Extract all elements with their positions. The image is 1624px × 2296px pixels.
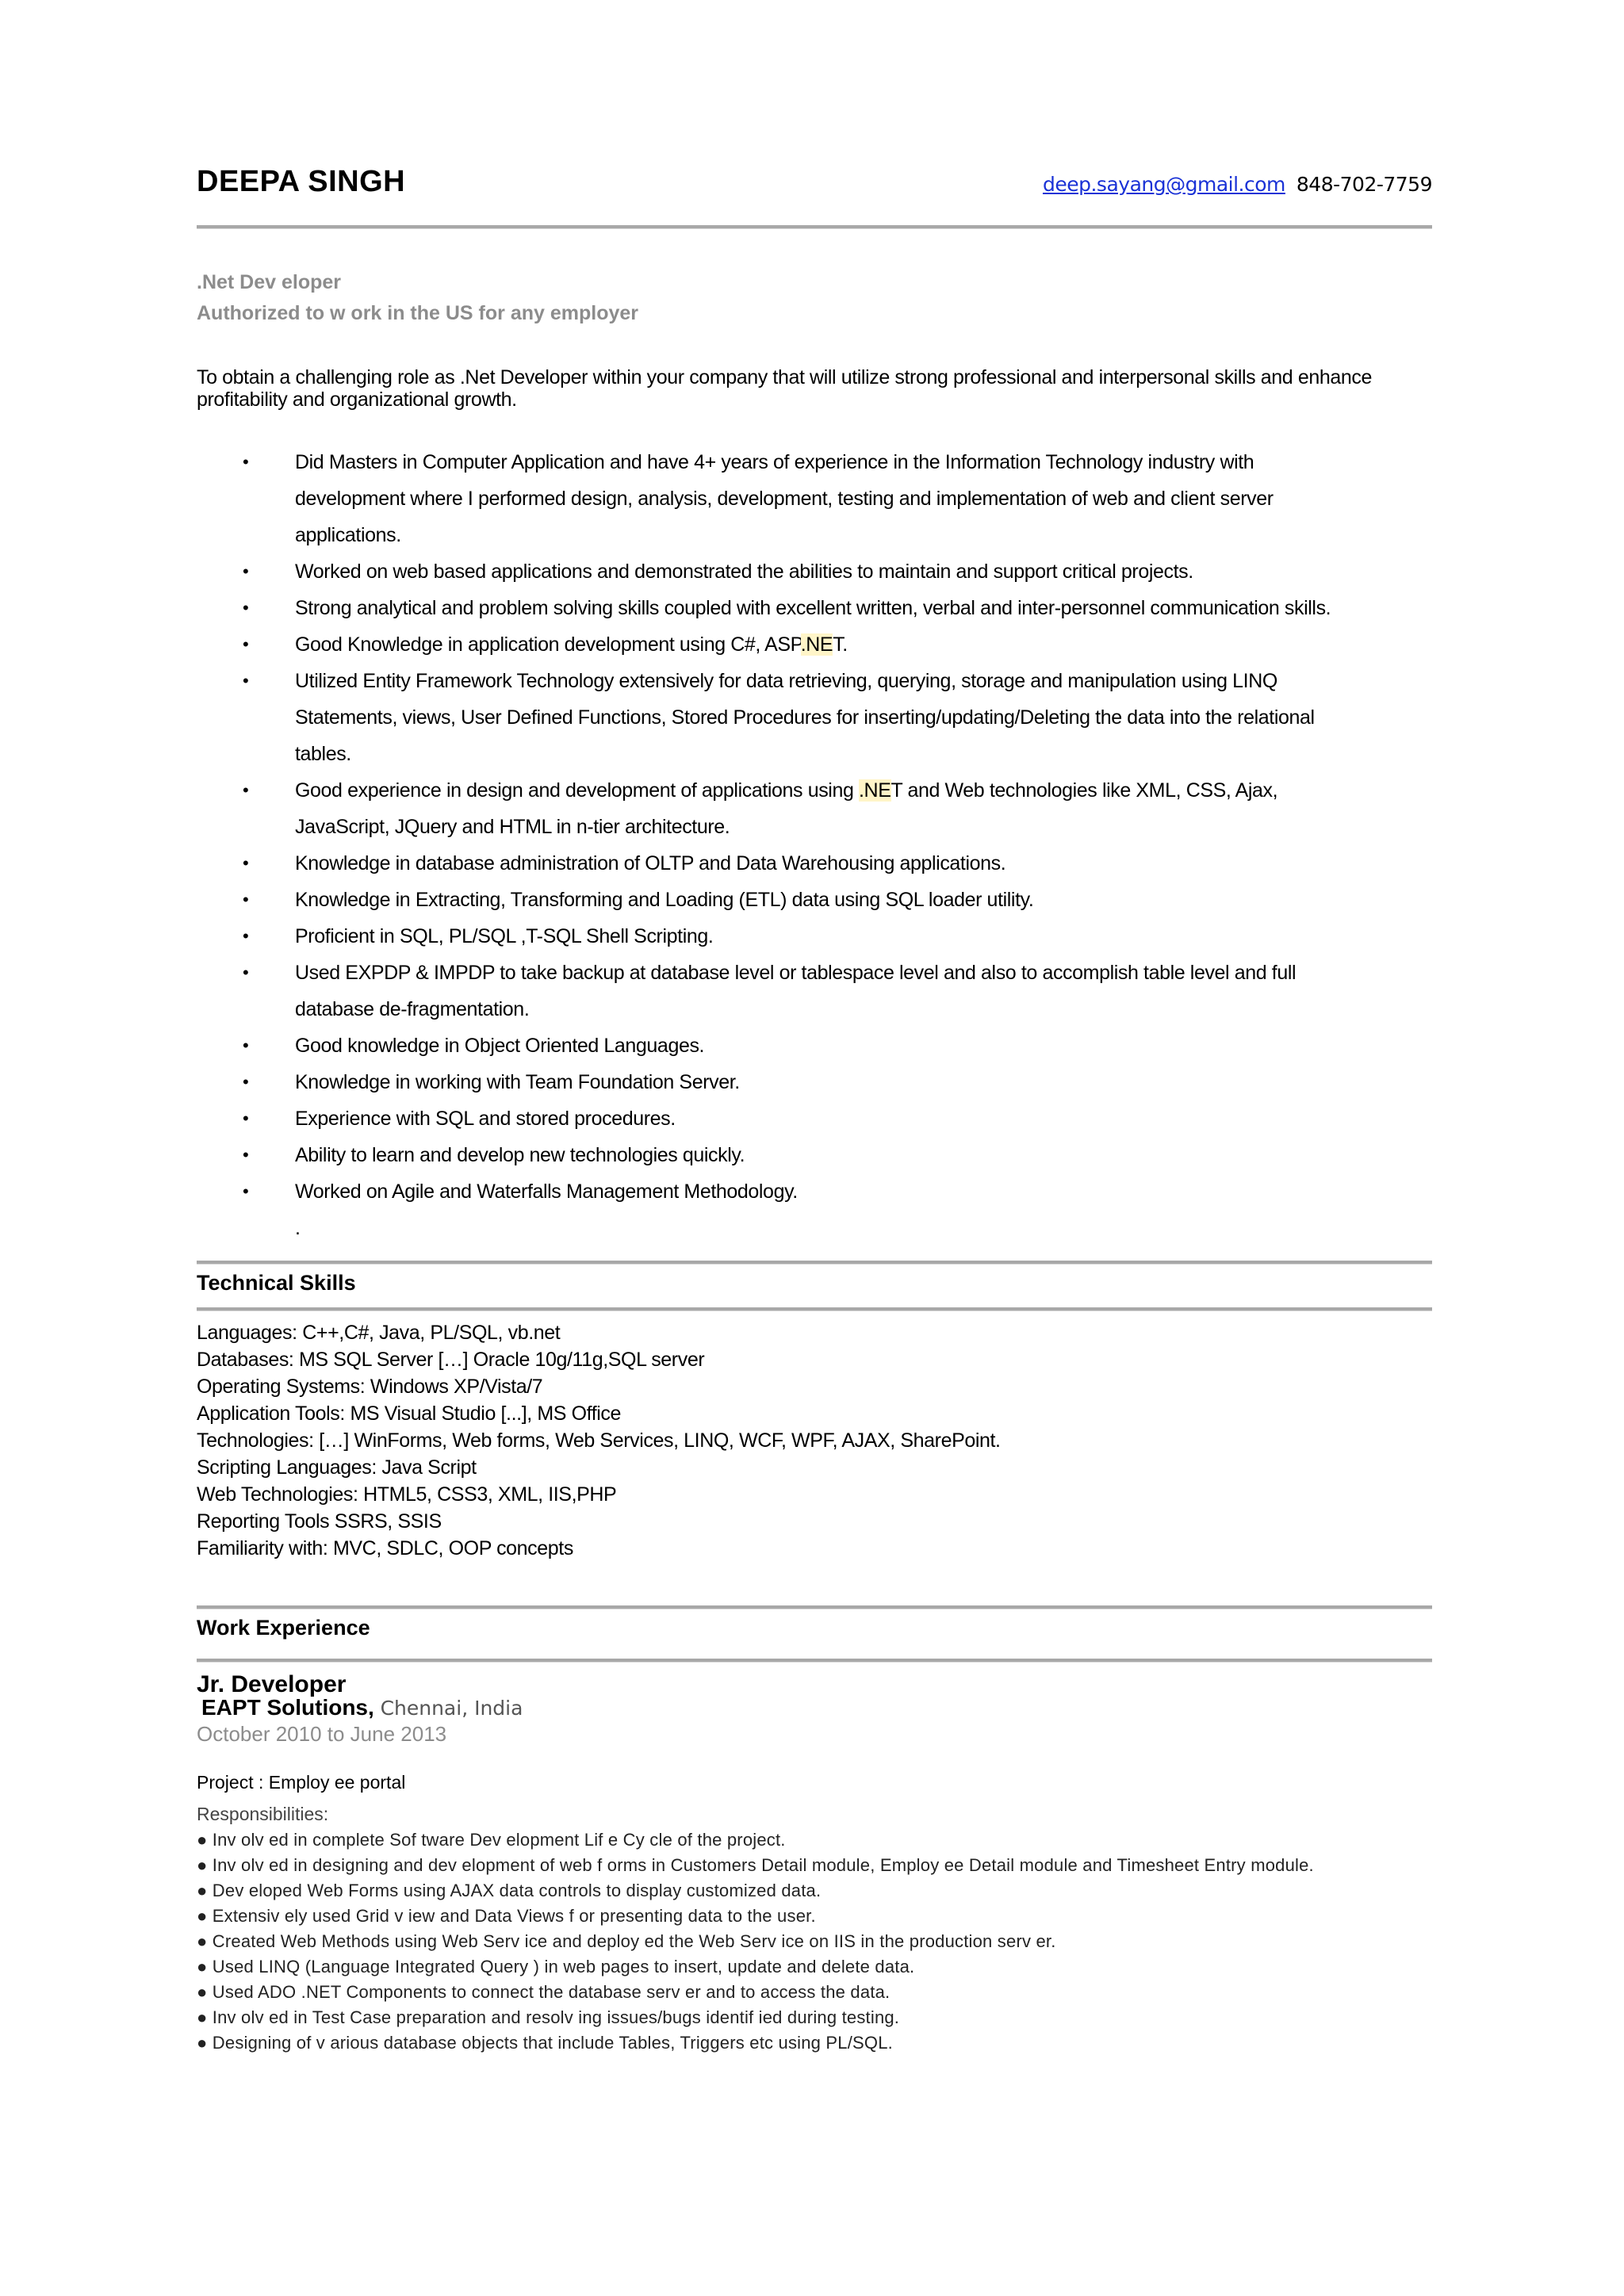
list-item: • Knowledge in working with Team Foundation Server. [239,1064,1429,1100]
skill-line: Web Technologies: HTML5, CSS3, XML, IIS,PHP [197,1483,617,1506]
section-divider [197,1307,1432,1311]
list-item-continuation: . [295,1217,301,1239]
work-experience-heading: Work Experience [197,1616,370,1640]
project-name: Project : Employ ee portal [197,1772,406,1793]
technical-skills-list [197,1319,1001,1562]
bullet-icon: • [243,926,249,946]
bullet-icon: • [243,1181,249,1201]
list-item: • Ability to learn and develop new technologies quickly. [239,1137,1429,1173]
list-item-continuation: Statements, views, User Defined Functions, Stored Procedures for inserting/updating/Deleting the data into the relational [295,706,1315,729]
summary-list [239,444,1429,1246]
responsibilities-list [197,1827,1314,2056]
bullet-icon: • [243,853,249,873]
list-item: • Proficient in SQL, PL/SQL ,T-SQL Shell Scripting. [239,918,1429,955]
bullet-icon: • [243,598,249,618]
responsibility-item: ● Used LINQ (Language Integrated Query ) in web pages to insert, update and delete data. [197,1957,915,1976]
skill-line: Technologies: […] WinForms, Web forms, Web Services, LINQ, WCF, WPF, AJAX, SharePoint. [197,1429,1001,1452]
objective-statement: To obtain a challenging role as .Net Developer within your company that will utilize strong professional and interpersonal skills and enhance profitability and organizational growth. [197,366,1372,411]
skill-line: Operating Systems: Windows XP/Vista/7 [197,1376,543,1398]
candidate-name: DEEPA SINGH [197,165,406,198]
list-item: • Did Masters in Computer Application and have 4+ years of experience in the Information Technology industry with [239,444,1429,480]
highlighted-text: .NE [859,779,891,802]
list-item: • Knowledge in Extracting, Transforming and Loading (ETL) data using SQL loader utility. [239,882,1429,918]
bullet-icon: • [243,634,249,654]
job-title: Jr. Developer [197,1671,347,1697]
header-divider [197,225,1432,229]
list-item: • Good experience in design and development of applications using .NET and Web technologies like XML, CSS, Ajax, [239,772,1429,809]
list-item: • Good knowledge in Object Oriented Languages. [239,1027,1429,1064]
section-divider [197,1659,1432,1663]
skill-line: Languages: C++,C#, Java, PL/SQL, vb.net [197,1322,561,1344]
list-item-continuation: database de-fragmentation. [295,998,530,1020]
responsibility-item: ● Extensiv ely used Grid v iew and Data Views f or presenting data to the user. [197,1906,816,1926]
skill-line: Reporting Tools SSRS, SSIS [197,1510,442,1533]
list-item: • Strong analytical and problem solving skills coupled with excellent written, verbal and inter-personnel communication skills. [239,590,1429,626]
highlighted-text: .NE [800,633,833,656]
email-link[interactable]: deep.sayang@gmail.com [1042,173,1285,196]
responsibility-item: ● Inv olv ed in complete Sof tware Dev elopment Lif e Cy cle of the project. [197,1830,786,1850]
list-item: • Good Knowledge in application development using C#, ASP.NET. [239,626,1429,663]
section-divider [197,1261,1432,1265]
skill-line: Familiarity with: MVC, SDLC, OOP concepts [197,1537,573,1559]
list-item: • Worked on Agile and Waterfalls Management Methodology. [239,1173,1429,1210]
company-location: Chennai, India [380,1697,523,1720]
list-item-continuation: development where I performed design, analysis, development, testing and implementation of web and client server [295,488,1274,510]
bullet-icon: • [243,671,249,691]
list-item-continuation: tables. [295,743,351,765]
bullet-icon: • [243,962,249,982]
bullet-icon: • [243,1072,249,1092]
phone-number: 848-702-7759 [1296,173,1432,196]
technical-skills-heading: Technical Skills [197,1271,356,1295]
list-item: • Utilized Entity Framework Technology extensively for data retrieving, querying, storage and manipulation using LINQ [239,663,1429,699]
responsibility-item: ● Used ADO .NET Components to connect the database serv er and to access the data. [197,1982,891,2002]
skill-line: Application Tools: MS Visual Studio [...], MS Office [197,1402,622,1425]
contact-info [1043,173,1432,196]
responsibility-item: ● Dev eloped Web Forms using AJAX data controls to display customized data. [197,1881,822,1900]
job-headline: .Net Dev eloper [197,271,342,293]
bullet-icon: • [243,1035,249,1055]
bullet-icon: • [243,452,249,472]
bullet-icon: • [243,890,249,909]
responsibility-item: ● Inv olv ed in Test Case preparation and resolv ing issues/bugs identif ied during testing. [197,2007,900,2027]
bullet-icon: • [243,1108,249,1128]
work-authorization: Authorized to w ork in the US for any employer [197,302,639,324]
list-item-continuation: applications. [295,524,401,546]
skill-line: Scripting Languages: Java Script [197,1456,477,1479]
bullet-icon: • [243,780,249,800]
bullet-icon: • [243,1145,249,1165]
company-line [201,1695,523,1720]
responsibility-item: ● Designing of v arious database objects that include Tables, Triggers etc using PL/SQL. [197,2033,893,2053]
list-item: • Experience with SQL and stored procedures. [239,1100,1429,1137]
list-item: • Worked on web based applications and demonstrated the abilities to maintain and support critical projects. [239,553,1429,590]
responsibility-item: ● Created Web Methods using Web Serv ice and deploy ed the Web Serv ice on IIS in the production serv er. [197,1931,1056,1951]
section-divider [197,1605,1432,1609]
skill-line: Databases: MS SQL Server […] Oracle 10g/11g,SQL server [197,1349,705,1371]
employment-dates: October 2010 to June 2013 [197,1722,447,1746]
responsibility-item: ● Inv olv ed in designing and dev elopment of web f orms in Customers Detail module, Employ ee Detail module and Timesheet Entry module. [197,1855,1314,1875]
list-item: • Used EXPDP & IMPDP to take backup at database level or tablespace level and also to accomplish table level and full [239,955,1429,991]
company-name: EAPT Solutions, [201,1695,374,1720]
list-item-continuation: JavaScript, JQuery and HTML in n-tier architecture. [295,816,730,838]
list-item: • Knowledge in database administration of OLTP and Data Warehousing applications. [239,845,1429,882]
bullet-icon: • [243,561,249,581]
responsibilities-label: Responsibilities: [197,1804,329,1824]
